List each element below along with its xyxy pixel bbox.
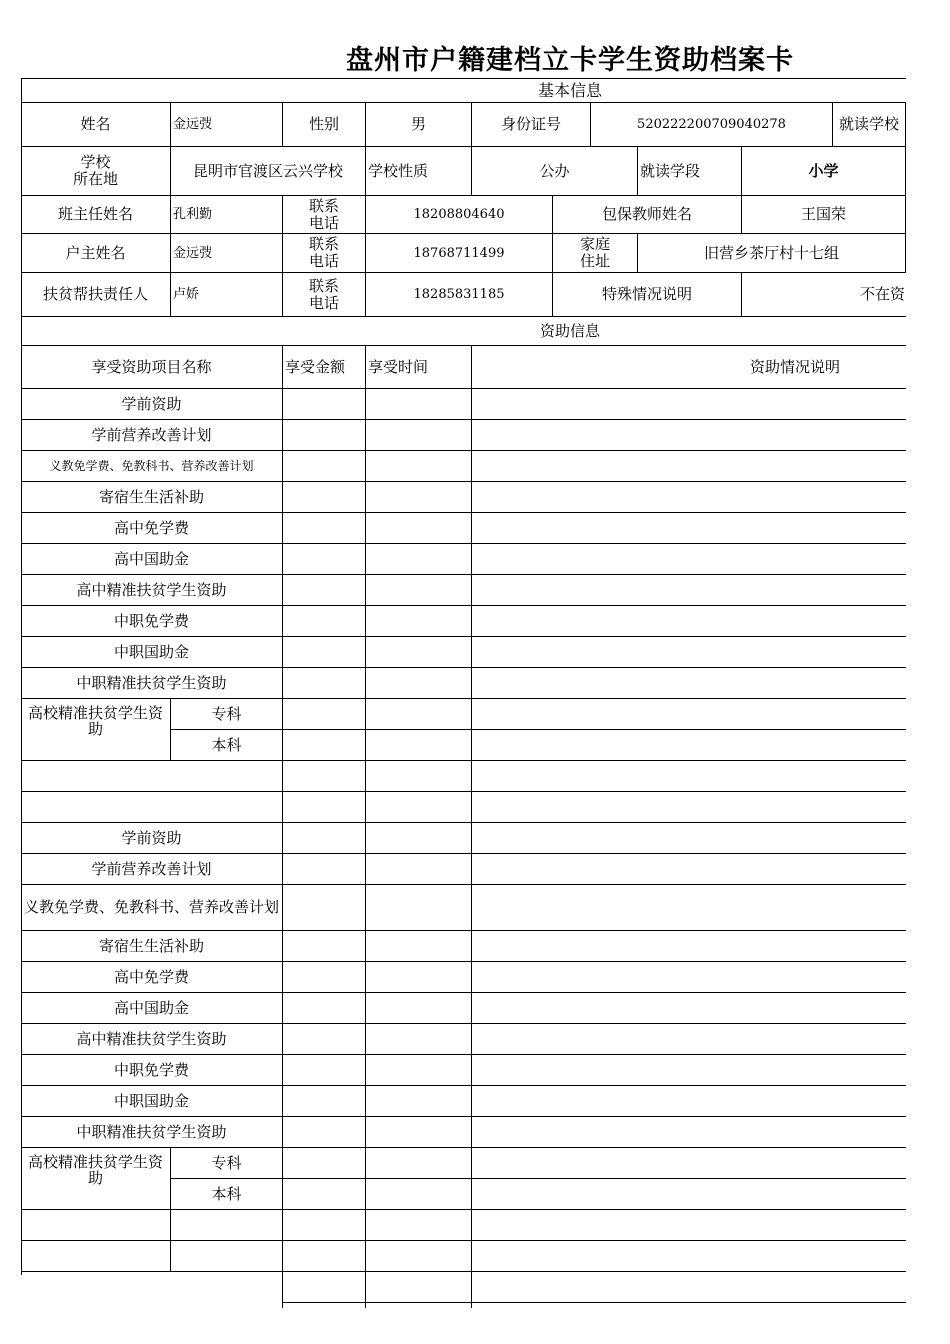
aid-item-name: 高中精准扶贫学生资助 [76, 1029, 227, 1048]
contact-label-line2: 电话 [308, 213, 339, 232]
special-value: 不在资 [859, 285, 905, 303]
grid-line [282, 1302, 906, 1303]
special-label: 特殊情况说明 [601, 285, 692, 303]
gender-label: 性别 [308, 115, 339, 133]
name-value: 金远弢 [173, 117, 213, 132]
aid-item-name: 寄宿生生活补助 [98, 487, 204, 506]
aid-item-name: 中职国助金 [113, 1091, 189, 1110]
school-type-label: 学校性质 [368, 161, 429, 180]
grid-line [905, 102, 906, 272]
school-label: 就读学校 [838, 115, 899, 133]
aid-item-name: 义教免学费、免教科书、营养改善计划 [49, 458, 254, 473]
aid-item-name: 中职国助金 [113, 642, 189, 661]
college-sub-undergrad: 本科 [211, 735, 242, 754]
gender-value: 男 [410, 115, 426, 133]
col-time-header: 享受时间 [368, 357, 429, 376]
aid-item-name: 寄宿生生活补助 [98, 936, 204, 955]
grid-line [21, 1240, 906, 1241]
grid-line [21, 1209, 906, 1210]
address-label-line1: 家庭 [579, 235, 610, 253]
grid-line [21, 760, 906, 761]
grid-line [21, 791, 906, 792]
school-location-label [21, 147, 170, 195]
household-phone: 18768711499 [413, 245, 505, 261]
teacher-label: 班主任姓名 [57, 205, 133, 223]
helper-value: 卢娇 [173, 287, 200, 302]
helper-label: 扶贫帮扶责任人 [42, 285, 148, 303]
aid-item-name: 高中免学费 [113, 518, 189, 537]
college-sub-junior: 专科 [211, 704, 242, 723]
household-contact-label [283, 234, 365, 272]
aid-item-name: 学前营养改善计划 [91, 425, 212, 444]
aid-item-name: 学前营养改善计划 [91, 859, 212, 878]
page-title: 盘州市户籍建档立卡学生资助档案卡 [346, 45, 794, 76]
stage-label: 就读学段 [640, 161, 701, 180]
aid-item-name: 中职免学费 [113, 611, 189, 630]
contact-label-line1: 联系 [308, 235, 339, 253]
school-location-label-line1: 学校 [80, 153, 111, 171]
contact-label-line2: 电话 [308, 293, 339, 312]
aid-item-name: 义教免学费、免教科书、营养改善计划 [23, 898, 279, 916]
contact-label-line1: 联系 [308, 276, 339, 295]
grid-line [365, 345, 366, 1308]
college-aid-label: 高校精准扶贫学生资助 [27, 1153, 163, 1187]
contact-label-line2: 电话 [308, 252, 339, 270]
helper-phone: 18285831185 [413, 287, 505, 302]
aid-item-name: 中职精准扶贫学生资助 [76, 1122, 227, 1141]
contact-label-line1: 联系 [308, 196, 339, 215]
grid-line [21, 1271, 906, 1272]
aid-item-name: 中职免学费 [113, 1060, 189, 1079]
grid-line [282, 345, 283, 1308]
aid-item-name: 高中国助金 [113, 549, 189, 568]
id-value: 520222200709040278 [637, 117, 786, 132]
aid-item-name: 学前资助 [121, 828, 182, 847]
college-aid-label: 高校精准扶贫学生资助 [27, 704, 163, 738]
school-location-value: 昆明市官渡区云兴学校 [192, 161, 343, 180]
address-value: 旧营乡茶厅村十七组 [703, 243, 839, 262]
aid-item-name: 高中免学费 [113, 967, 189, 986]
aid-item-name: 高中国助金 [113, 998, 189, 1017]
bao-teacher-label: 包保教师姓名 [601, 205, 692, 223]
household-value: 金远弢 [173, 245, 213, 261]
aid-item-name: 学前资助 [121, 394, 182, 413]
household-label: 户主姓名 [65, 243, 126, 262]
col-desc-header: 资助情况说明 [749, 357, 840, 376]
aid-item-name: 高中精准扶贫学生资助 [76, 580, 227, 599]
helper-contact-label [283, 273, 365, 316]
col-amount-header: 享受金额 [285, 357, 346, 376]
id-label: 身份证号 [500, 115, 561, 133]
teacher-value: 孔利勤 [173, 207, 213, 222]
address-label-line2: 住址 [579, 252, 610, 270]
teacher-phone: 18208804640 [413, 207, 505, 222]
bao-teacher-value: 王国荣 [800, 205, 846, 223]
college-sub-junior: 专科 [211, 1153, 242, 1172]
stage-value: 小学 [808, 161, 839, 180]
teacher-contact-label [283, 196, 365, 233]
grid-line [21, 316, 906, 317]
grid-line [471, 345, 472, 1308]
basic-info-header: 基本信息 [537, 81, 602, 100]
school-location-label-line2: 所在地 [72, 170, 118, 188]
name-label: 姓名 [80, 115, 111, 133]
address-label [553, 234, 637, 272]
college-sub-undergrad: 本科 [211, 1184, 242, 1203]
school-type-value: 公办 [539, 161, 570, 180]
aid-info-header: 资助信息 [539, 321, 600, 340]
col-item-header: 享受资助项目名称 [91, 357, 212, 376]
aid-item-name: 中职精准扶贫学生资助 [76, 673, 227, 692]
